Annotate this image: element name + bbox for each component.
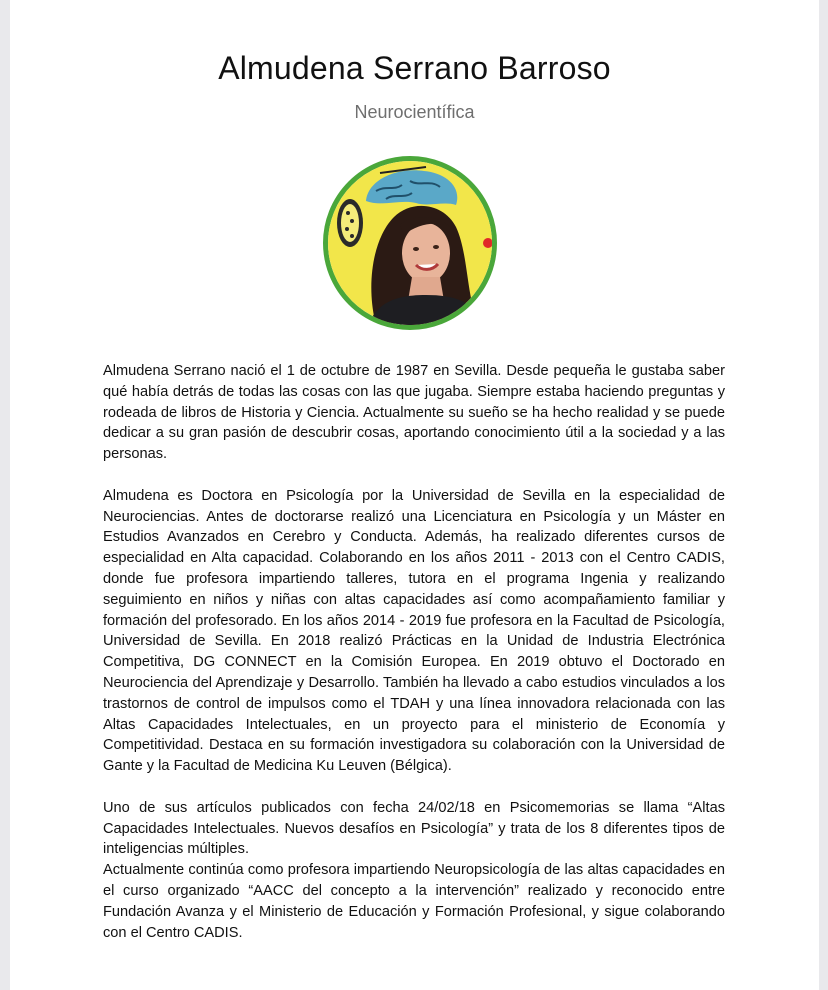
profile-portrait bbox=[323, 156, 497, 330]
page-title: Almudena Serrano Barroso bbox=[218, 50, 611, 86]
paragraph-spacer bbox=[103, 465, 725, 486]
document-page bbox=[10, 0, 819, 990]
biography bbox=[103, 361, 725, 943]
bio-paragraph-1: Almudena Serrano nació el 1 de octubre de 1987 en Sevilla. Desde pequeña le gustaba saber qué había detrás de todas las cosas con las que jugaba. Siempre estaba haciendo preguntas y rodeada de libros de Historia y Ciencia. Actualmente su sueño se ha hecho realidad y se puede dedicar a su gran pasión de descubrir cosas, aportando conocimiento útil a la sociedad y a las personas. bbox=[103, 363, 725, 463]
bio-paragraph-4: Actualmente continúa como profesora impartiendo Neuropsicología de las altas capacidades en el curso organizado “AACC del concepto a la intervención” realizado y reconocido entre Fundación Avanza y el Ministerio de Educación y Formación Profesional, y sigue colaborando con el Centro CADIS. bbox=[103, 862, 725, 941]
bio-paragraph-3: Uno de sus artículos publicados con fecha 24/02/18 en Psicomemorias se llama “Altas Capacidades Intelectuales. Nuevos desafíos en Psicología” y trata de los 8 diferentes tipos de inteligencias múltiples. bbox=[103, 799, 725, 858]
paragraph-spacer bbox=[103, 777, 725, 798]
bio-paragraph-2: Almudena es Doctora en Psicología por la Universidad de Sevilla en la especialidad de Neurociencias. Antes de doctorarse realizó una Licenciatura en Psicología y un Máster en Estudios Avanzados en Cerebro y Conducta. Además, ha realizado diferentes cursos de especialidad en Alta capacidad. Colaborando en los años 2011 - 2013 con el Centro CADIS, donde fue profesora impartiendo talleres, tutora en el programa Ingenia y realizando seguimiento en niños y niñas con altas capacidades así como acompañamiento familiar y formación del profesorado. En los años 2014 - 2019 fue profesora en la Facultad de Psicología, Universidad de Sevilla. En 2018 realizó Prácticas en la Unidad de Industria Electrónica Competitiva, DG CONNECT en la Comisión Europea. En 2019 obtuvo el Doctorado en Neurociencia del Aprendizaje y Desarrollo. También ha llevado a cabo estudios vinculados a los trastornos de control de impulsos como el TDAH y una línea innovadora relacionada con las Altas Capacidades Intelectuales, en un proyecto para el ministerio de Economía y Competitividad. Destaca en su formación investigadora su colaboración con la Universidad de Gante y la Facultad de Medicina Ku Leuven (Bélgica). bbox=[103, 487, 725, 775]
page-subtitle: Neurocientífica bbox=[354, 102, 475, 122]
portrait-illustration bbox=[328, 161, 492, 325]
